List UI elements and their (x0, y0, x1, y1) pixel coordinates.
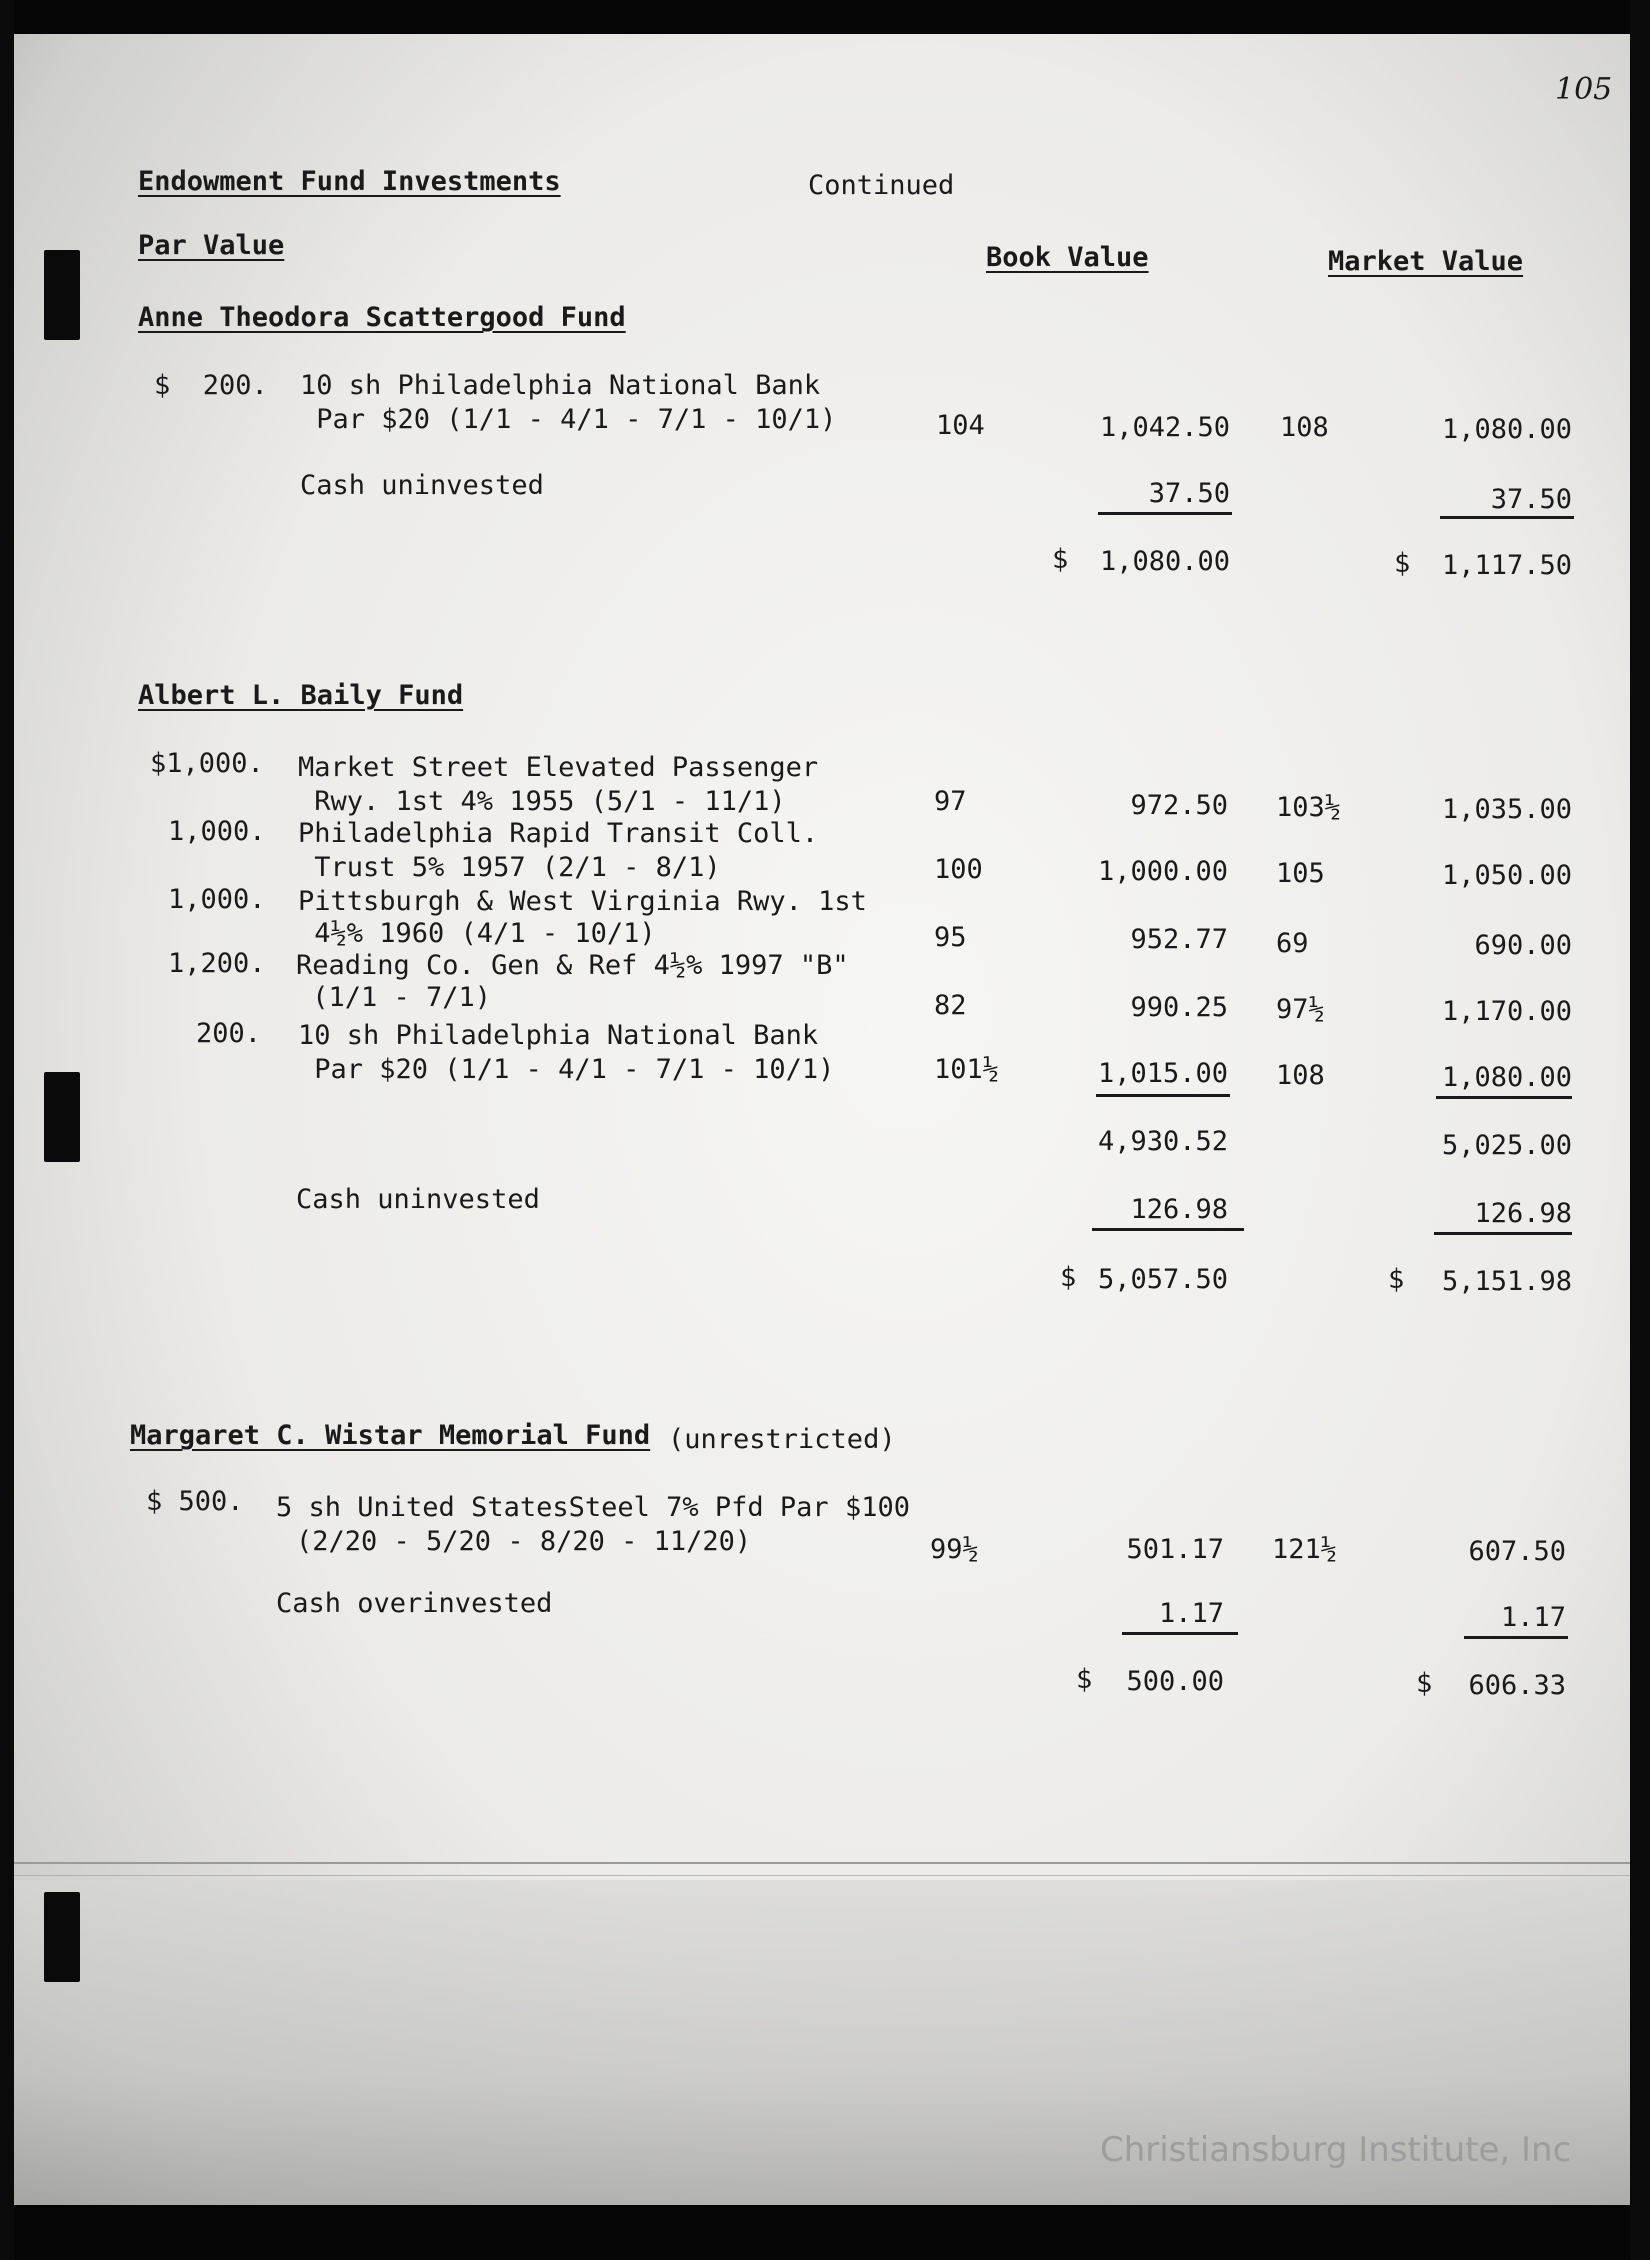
book-value: 1,042.50 (1099, 412, 1230, 443)
sum-rule (1098, 512, 1232, 515)
security-description: Market Street Elevated Passenger (298, 752, 819, 783)
cash-label: Cash uninvested (300, 470, 544, 501)
security-description: Pittsburgh & West Virginia Rwy. 1st (298, 886, 867, 917)
security-description: 4½% 1960 (4/1 - 10/1) (298, 918, 656, 949)
sum-rule (1092, 1228, 1244, 1231)
book-value: 972.50 (1130, 790, 1228, 821)
fund-name: Anne Theodora Scattergood Fund (138, 302, 626, 333)
cash-book: 37.50 (1148, 478, 1230, 509)
book-value: 1,015.00 (1097, 1058, 1228, 1089)
security-description: Trust 5% 1957 (2/1 - 8/1) (298, 852, 721, 883)
par-value: $1,000. (150, 748, 264, 779)
scan-border-bottom (0, 2205, 1650, 2260)
total-book: 5,057.50 (1097, 1264, 1228, 1295)
market-value: 690.00 (1474, 930, 1572, 961)
market-price: 97½ (1276, 994, 1325, 1025)
security-description: Philadelphia Rapid Transit Coll. (298, 818, 819, 849)
page-number: 105 (1555, 72, 1613, 107)
sum-rule (1096, 1094, 1230, 1097)
currency-sign: $ (1394, 548, 1411, 579)
market-value-header: Market Value (1328, 246, 1524, 277)
cash-book: 1.17 (1158, 1598, 1224, 1629)
punch-hole (44, 250, 80, 340)
total-market: 1,117.50 (1441, 550, 1572, 581)
market-value: 1,050.00 (1441, 860, 1572, 891)
security-description: 10 sh Philadelphia National Bank (298, 1020, 819, 1051)
sum-rule (1464, 1636, 1568, 1639)
fold-line (14, 1875, 1630, 1876)
book-price: 95 (934, 922, 967, 953)
market-price: 103½ (1276, 792, 1342, 823)
market-value: 1,170.00 (1441, 996, 1572, 1027)
total-book: 1,080.00 (1099, 546, 1230, 577)
punch-hole (44, 1892, 80, 1982)
book-value: 990.25 (1130, 992, 1228, 1023)
fund-name: Albert L. Baily Fund (138, 680, 464, 711)
book-price: 97 (934, 786, 967, 817)
par-value: $ 200. (154, 370, 268, 401)
par-value-header: Par Value (138, 230, 285, 261)
total-market: 5,151.98 (1441, 1266, 1572, 1297)
currency-sign: $ (1060, 1262, 1077, 1293)
sum-rule (1440, 516, 1574, 519)
watermark: Christiansburg Institute, Inc (1100, 2130, 1572, 2170)
book-price: 100 (934, 854, 983, 885)
continued-label: Continued (808, 170, 955, 201)
market-price: 108 (1276, 1060, 1325, 1091)
security-description: 10 sh Philadelphia National Bank (300, 370, 821, 401)
fund-name: Margaret C. Wistar Memorial Fund (130, 1420, 651, 1451)
security-description: Par $20 (1/1 - 4/1 - 7/1 - 10/1) (298, 1054, 835, 1085)
scan-border-right (1630, 0, 1650, 2260)
currency-sign: $ (1388, 1264, 1405, 1295)
security-description: 5 sh United StatesSteel 7% Pfd Par $100 (276, 1492, 910, 1523)
currency-sign: $ (1416, 1668, 1433, 1699)
cash-book: 126.98 (1130, 1194, 1228, 1225)
sum-rule (1436, 1096, 1572, 1099)
subtotal-market: 5,025.00 (1441, 1130, 1572, 1161)
market-value: 1,080.00 (1441, 1062, 1572, 1093)
market-price: 105 (1276, 858, 1325, 889)
total-book: 500.00 (1126, 1666, 1224, 1697)
par-value: 1,000. (168, 884, 266, 915)
market-value: 1,080.00 (1441, 414, 1572, 445)
market-price: 121½ (1272, 1534, 1338, 1565)
par-value: $ 500. (146, 1486, 244, 1517)
total-market: 606.33 (1468, 1670, 1566, 1701)
cash-market: 1.17 (1500, 1602, 1566, 1633)
cash-label: Cash uninvested (296, 1184, 540, 1215)
cash-market: 37.50 (1490, 484, 1572, 515)
security-description: (2/20 - 5/20 - 8/20 - 11/20) (296, 1526, 752, 1557)
market-value: 607.50 (1468, 1536, 1566, 1567)
book-value: 952.77 (1130, 924, 1228, 955)
security-description: Par $20 (1/1 - 4/1 - 7/1 - 10/1) (300, 404, 837, 435)
security-description: Rwy. 1st 4% 1955 (5/1 - 11/1) (298, 786, 786, 817)
security-description: (1/1 - 7/1) (296, 982, 492, 1013)
market-value: 1,035.00 (1441, 794, 1572, 825)
cash-market: 126.98 (1474, 1198, 1572, 1229)
scan-border-top (0, 0, 1650, 34)
sum-rule (1434, 1232, 1572, 1235)
par-value: 200. (196, 1018, 262, 1049)
book-value-header: Book Value (986, 242, 1149, 273)
scan-border-left (0, 0, 14, 2260)
book-price: 99½ (930, 1534, 979, 1565)
market-price: 69 (1276, 928, 1309, 959)
book-price: 104 (936, 410, 985, 441)
par-value: 1,200. (168, 948, 266, 979)
book-value: 501.17 (1126, 1534, 1224, 1565)
par-value: 1,000. (168, 816, 266, 847)
currency-sign: $ (1076, 1664, 1093, 1695)
fund-qualifier: (unrestricted) (668, 1424, 896, 1455)
security-description: Reading Co. Gen & Ref 4½% 1997 "B" (296, 950, 849, 981)
book-price: 101½ (934, 1054, 1000, 1085)
fold-line (14, 1862, 1630, 1864)
market-price: 108 (1280, 412, 1329, 443)
cash-label: Cash overinvested (276, 1588, 553, 1619)
book-price: 82 (934, 990, 967, 1021)
book-value: 1,000.00 (1097, 856, 1228, 887)
subtotal-book: 4,930.52 (1097, 1126, 1228, 1157)
sum-rule (1122, 1632, 1238, 1635)
punch-hole (44, 1072, 80, 1162)
page-title: Endowment Fund Investments (138, 166, 561, 197)
currency-sign: $ (1052, 544, 1069, 575)
